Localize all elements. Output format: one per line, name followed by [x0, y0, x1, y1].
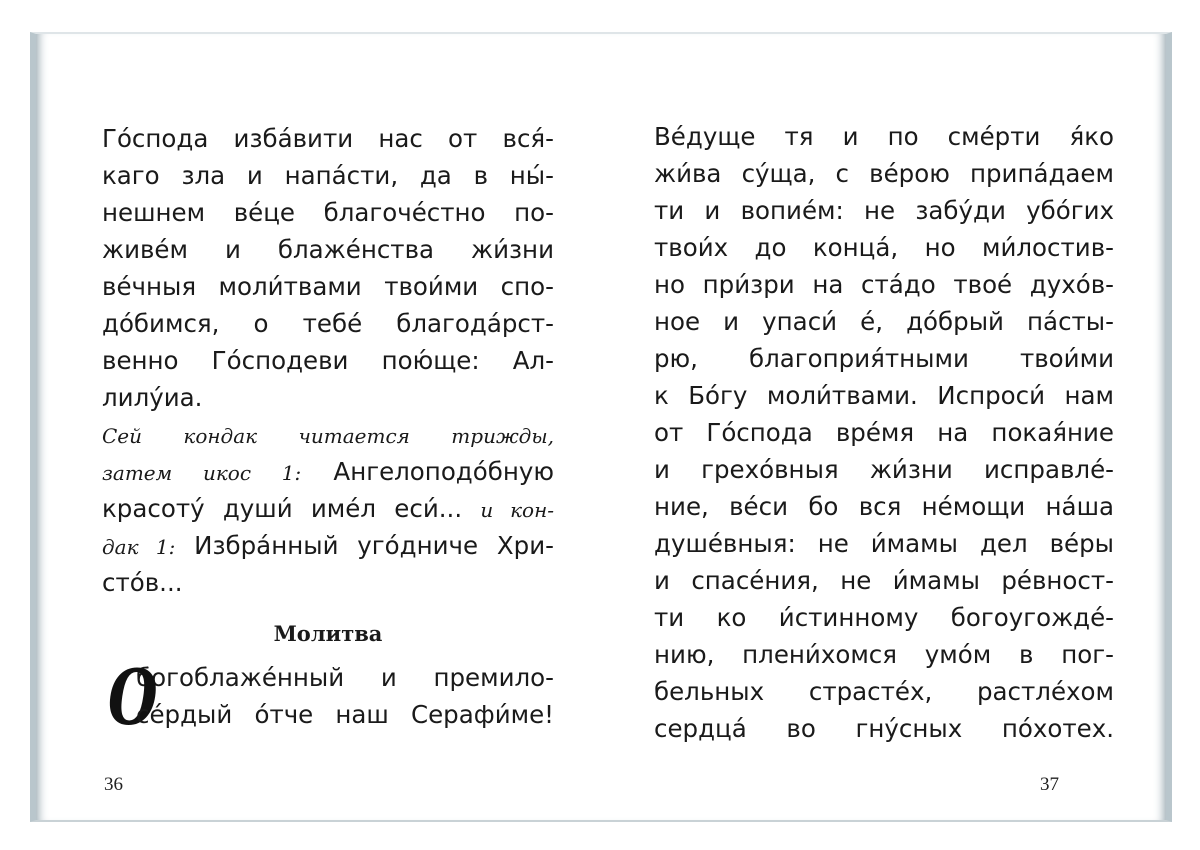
- right-line-15: нию, плени́хомся умо́м в пог-: [654, 640, 1114, 669]
- left-line-6: до́бимся, о тебе́ благода́рст-: [102, 309, 554, 338]
- right-line-11: ние, ве́си бо вся не́мощи на́ша: [654, 492, 1114, 521]
- right-page: [600, 32, 1172, 822]
- rubric-italic: затем икос 1:: [102, 461, 302, 485]
- prayer-heading: Молитва: [273, 621, 383, 646]
- rubric-line-3: [102, 490, 554, 527]
- right-line-6: ное и упаси́ е́, до́брый па́сты-: [654, 307, 1114, 336]
- right-line-3: ти и вопие́м: не забу́ди убо́гих: [654, 196, 1114, 225]
- right-line-5: но при́зри на ста́до твое́ духо́в-: [654, 270, 1114, 299]
- right-line-10: и грехо́вныя жи́зни исправле́-: [654, 455, 1114, 484]
- rubric-text: Ангелоподо́бную: [301, 457, 554, 486]
- drop-cap-letter: О: [108, 653, 158, 742]
- left-line-2: каго зла и напа́сти, да в ны́-: [102, 161, 554, 190]
- rubric-italic: Сей кондак читается трижды,: [102, 424, 554, 448]
- right-line-16: бельных страсте́х, растле́хом: [654, 677, 1114, 706]
- rubric-line-4: [102, 527, 554, 564]
- left-line-8: лилу́иа.: [102, 383, 203, 412]
- rubric-text: красоту́ души́ име́л еси́...: [102, 494, 481, 523]
- right-line-13: и спасе́ния, не и́мамы ре́вност-: [654, 566, 1114, 595]
- left-line-7: венно Го́сподеви пою́ще: Ал-: [102, 346, 554, 375]
- right-page-text: [654, 118, 1114, 747]
- dropcap-line-2-text: се́рдый о́тче наш Серафи́ме!: [136, 700, 554, 729]
- right-line-7: рю, благоприя́тными твои́ми: [654, 344, 1114, 373]
- left-page-text: [102, 120, 554, 742]
- page-number-left: 36: [104, 774, 123, 795]
- left-page: [30, 32, 600, 822]
- rubric-line-1: [102, 416, 554, 453]
- right-line-4: твои́х до конца́, но ми́лостив-: [654, 233, 1114, 262]
- right-line-8: к Бо́гу моли́твами. Испроси́ нам: [654, 381, 1114, 410]
- rubric-italic: дак 1:: [102, 535, 176, 559]
- rubric-line-2: [102, 453, 554, 490]
- right-line-12: душе́вныя: не и́мамы дел ве́ры: [654, 529, 1114, 558]
- rubric-line-5: сто́в...: [102, 568, 183, 597]
- dropcap-line-1-text: богоблаже́нный и премило-: [136, 663, 554, 692]
- left-line-3: нешнем ве́це благоче́стно по-: [102, 198, 554, 227]
- rubric-text: Избра́нный уго́дниче Хри-: [175, 531, 554, 560]
- left-line-1: Го́спода изба́вити нас от вся́-: [102, 124, 554, 153]
- left-line-4: живе́м и блаже́нства жи́зни: [102, 235, 554, 264]
- right-line-2: жи́ва су́ща, с ве́рою припа́даем: [654, 159, 1114, 188]
- rubric-italic: и кон-: [480, 498, 554, 522]
- dropcap-line-2: [102, 696, 554, 733]
- right-line-14: ти ко и́стинному богоугожде́-: [654, 603, 1114, 632]
- right-line-1: Ве́дуще тя и по сме́рти я́ко: [654, 122, 1114, 151]
- right-line-17: сердца́ во гну́сных по́хотех.: [654, 714, 1114, 743]
- right-line-9: от Го́спода вре́мя на покая́ние: [654, 418, 1114, 447]
- page-number-right: 37: [1040, 774, 1059, 795]
- left-line-5: ве́чныя моли́твами твои́ми спо-: [102, 272, 554, 301]
